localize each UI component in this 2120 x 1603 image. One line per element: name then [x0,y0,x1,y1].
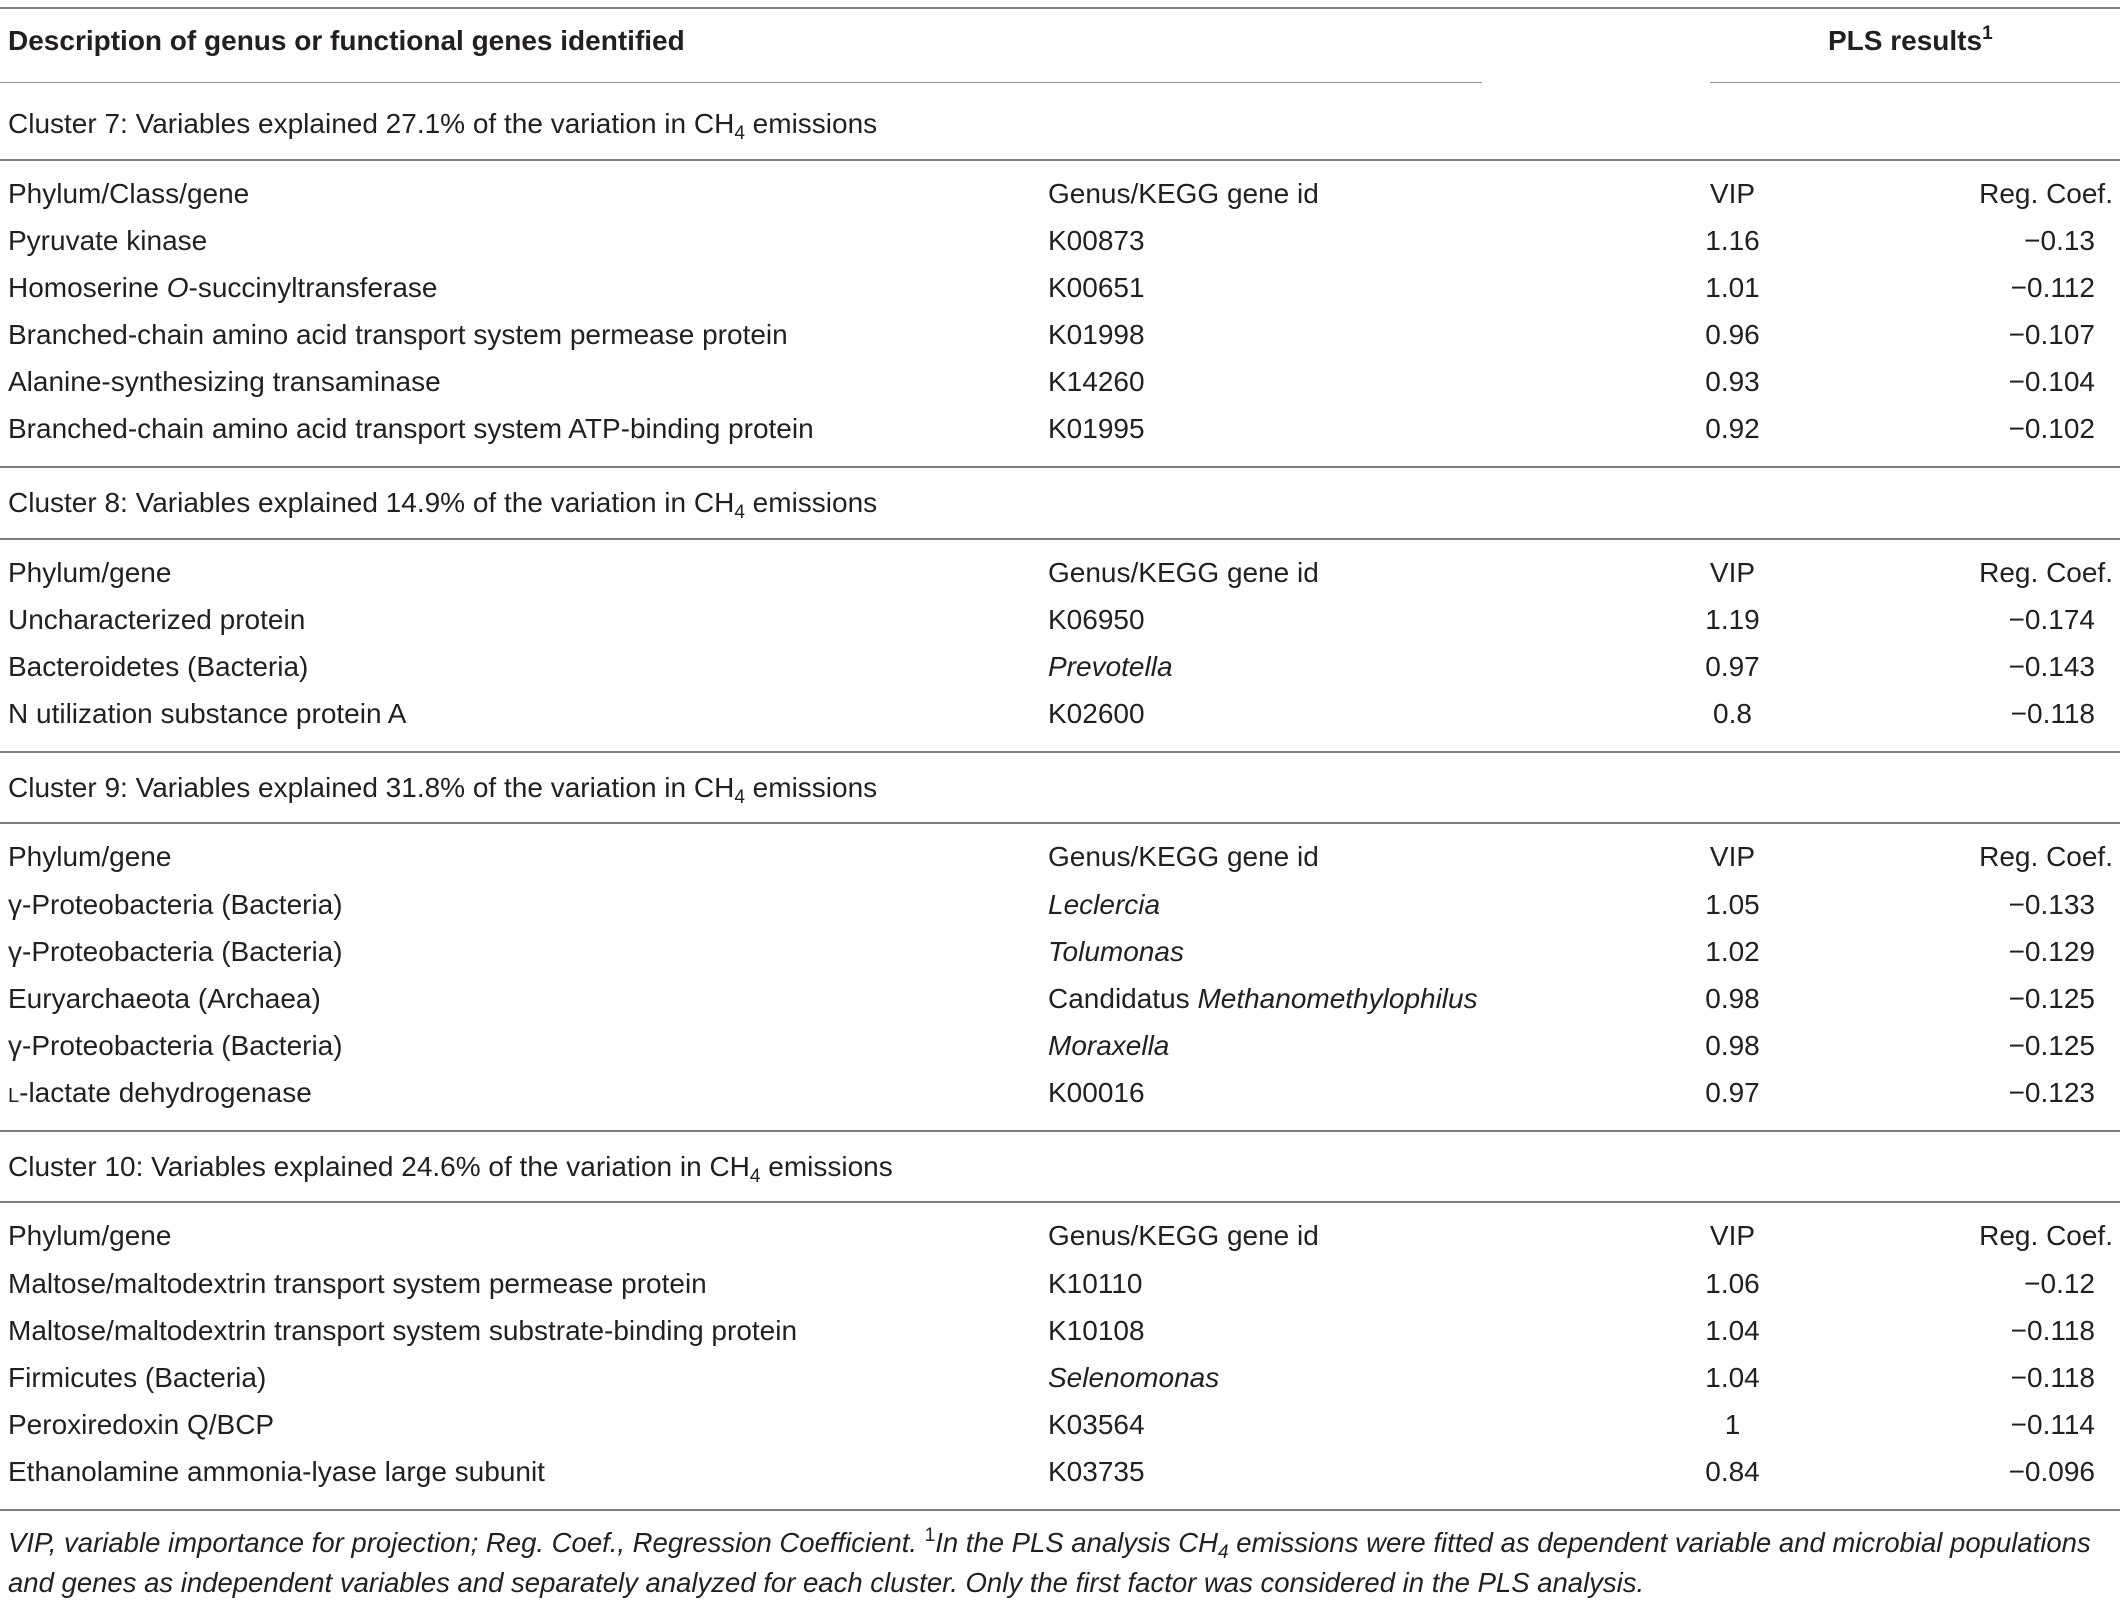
row-coef: −0.118 [2010,1315,2095,1346]
column-header-vip: VIP [1709,178,1756,209]
row-id: Tolumonas [1048,936,1184,967]
header-underline-right [1710,82,2120,83]
row-coef: −0.123 [2008,1077,2095,1108]
row-coef: −0.133 [2008,889,2095,920]
row-id: K14260 [1048,366,1145,397]
row-description: Uncharacterized protein [8,604,306,635]
row-description: Peroxiredoxin Q/BCP [8,1409,275,1440]
row-vip: 1.04 [1705,1315,1760,1346]
row-vip: 1.01 [1705,272,1760,303]
row-description: γ-Proteobacteria (Bacteria) [8,936,343,967]
row-description: Ethanolamine ammonia-lyase large subunit [8,1456,545,1487]
row-vip: 0.96 [1705,319,1760,350]
row-description: Euryarchaeota (Archaea) [8,983,321,1014]
cluster-rule [0,538,2120,540]
cluster-rule [0,466,2120,468]
row-id: Leclercia [1048,889,1161,920]
row-id: Selenomonas [1048,1362,1220,1393]
column-header-coef: Reg. Coef. [1979,1220,2113,1251]
cluster-rule [0,822,2120,824]
row-description: Firmicutes (Bacteria) [8,1362,267,1393]
row-coef: −0.112 [2010,272,2095,303]
row-coef: −0.104 [2008,366,2095,397]
cluster-rule [0,1201,2120,1203]
row-vip: 0.93 [1705,366,1760,397]
column-header-coef: Reg. Coef. [1979,841,2113,872]
header-underline-left [0,82,1482,83]
row-vip: 0.8 [1713,698,1752,729]
row-coef: −0.107 [2008,319,2095,350]
column-header-phylum: Phylum/gene [8,841,172,872]
row-coef: −0.129 [2008,936,2095,967]
row-id: K10110 [1048,1268,1143,1299]
row-vip: 0.97 [1705,1077,1760,1108]
row-coef: −0.13 [2024,225,2095,256]
row-description: l-lactate dehydrogenase [8,1077,312,1108]
row-description: Maltose/maltodextrin transport system permease protein [8,1268,707,1299]
row-vip: 1.05 [1705,889,1760,920]
row-vip: 0.97 [1705,651,1760,682]
row-coef: −0.102 [2008,413,2095,444]
table-footnote: VIP, variable importance for projection; Reg. Coef., Regression Coefficient. $^1$In the PLS analysis $CH_4$ emissions were fitted as dependent variable and microbial populations and genes as independent variables and separately analyzed for each cluster. Only the first factor was considered in the PLS analysis. [8,1525,2091,1598]
row-id: K03564 [1048,1409,1145,1440]
row-vip: 1.02 [1705,936,1760,967]
column-header-vip: VIP [1709,1220,1756,1251]
cluster-title: Cluster 9: Variables explained 31.8% of the variation in $CH_4$ emissions [8,772,878,808]
row-coef: −0.118 [2010,698,2095,729]
row-coef: −0.125 [2008,1030,2095,1061]
header-pls-results: PLS results$^1$ [1828,23,1993,56]
row-vip: 1.19 [1705,604,1760,635]
row-description: γ-Proteobacteria (Bacteria) [8,1030,343,1061]
row-description: Branched-chain amino acid transport system permease protein [8,319,788,350]
row-coef: −0.174 [2008,604,2095,635]
row-id: Moraxella [1048,1030,1170,1061]
column-header-phylum: Phylum/Class/gene [8,178,250,209]
row-id: K00651 [1048,272,1145,303]
row-id: K10108 [1048,1315,1145,1346]
row-vip: 0.98 [1705,983,1760,1014]
row-coef: −0.114 [2010,1409,2095,1440]
column-header-genus: Genus/KEGG gene id [1048,178,1319,209]
row-vip: 0.98 [1705,1030,1760,1061]
column-header-coef: Reg. Coef. [1979,178,2113,209]
row-coef: −0.096 [2008,1456,2095,1487]
column-header-vip: VIP [1709,841,1756,872]
row-description: Alanine-synthesizing transaminase [8,366,441,397]
cluster-rule [0,751,2120,753]
row-id: K00016 [1048,1077,1145,1108]
row-id: K01995 [1048,413,1145,444]
cluster-title: Cluster 8: Variables explained 14.9% of the variation in $CH_4$ emissions [8,487,878,523]
column-header-coef: Reg. Coef. [1979,557,2113,588]
column-header-genus: Genus/KEGG gene id [1048,1220,1319,1251]
row-id: K00873 [1048,225,1145,256]
column-header-genus: Genus/KEGG gene id [1048,557,1319,588]
row-description: N utilization substance protein A [8,698,407,729]
row-id: K06950 [1048,604,1145,635]
top-rule [0,7,2120,9]
row-description: Maltose/maltodextrin transport system substrate-binding protein [8,1315,798,1346]
row-description: Bacteroidetes (Bacteria) [8,651,309,682]
cluster-rule [0,159,2120,161]
column-header-phylum: Phylum/gene [8,557,172,588]
row-coef: −0.125 [2008,983,2095,1014]
column-header-vip: VIP [1709,557,1756,588]
row-id: Candidatus Methanomethylophilus [1048,983,1478,1014]
cluster-title: Cluster 10: Variables explained 24.6% of the variation in $CH_4$ emissions [8,1151,893,1187]
row-description: γ-Proteobacteria (Bacteria) [8,889,343,920]
row-description: Homoserine O-succinyltransferase [8,272,438,303]
header-description: Description of genus or functional genes identified [8,25,685,56]
bottom-rule [0,1509,2120,1511]
cluster-title: Cluster 7: Variables explained 27.1% of the variation in $CH_4$ emissions [8,108,878,144]
row-vip: 1.06 [1705,1268,1760,1299]
row-coef: −0.118 [2010,1362,2095,1393]
row-vip: 0.92 [1705,413,1760,444]
row-id: K01998 [1048,319,1145,350]
row-coef: −0.12 [2024,1268,2095,1299]
row-vip: 1 [1724,1409,1741,1440]
row-description: Branched-chain amino acid transport system ATP-binding protein [8,413,814,444]
row-vip: 0.84 [1705,1456,1760,1487]
row-vip: 1.16 [1705,225,1760,256]
column-header-phylum: Phylum/gene [8,1220,172,1251]
row-vip: 1.04 [1705,1362,1760,1393]
cluster-rule [0,1130,2120,1132]
row-id: Prevotella [1048,651,1173,682]
column-header-genus: Genus/KEGG gene id [1048,841,1319,872]
row-id: K03735 [1048,1456,1145,1487]
row-coef: −0.143 [2008,651,2095,682]
row-id: K02600 [1048,698,1145,729]
row-description: Pyruvate kinase [8,225,208,256]
